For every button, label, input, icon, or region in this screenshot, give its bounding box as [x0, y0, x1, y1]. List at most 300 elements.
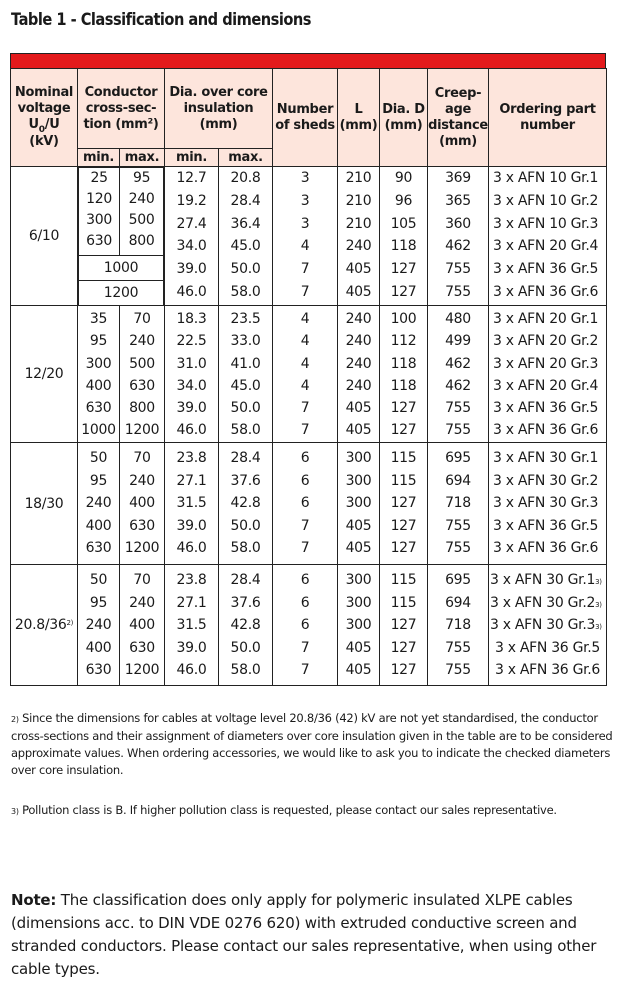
conductor-min-value: 300 [86, 212, 112, 228]
creepage-distance-value: 755 [445, 662, 471, 679]
dia-max-value: 50.0 [230, 400, 261, 417]
ordering-part-number-value: 3 x AFN 36 Gr.6 [493, 283, 599, 300]
ordering-part-number-value: 3 x AFN 20 Gr.3 [493, 355, 599, 372]
conductor-max-value: 1200 [124, 662, 160, 679]
header-creepage-distance [428, 69, 489, 167]
ordering-part-number-value [489, 592, 606, 615]
ordering-part-number-value: 3 x AFN 36 Gr.5 [493, 517, 599, 534]
cell-dia-d [380, 167, 428, 306]
header-dia-d [380, 69, 428, 167]
conductor-single-value: 1200 [79, 281, 164, 306]
footnote-marker: 2) [11, 715, 19, 724]
header-conductor [78, 69, 165, 149]
conductor-min-value: 50 [89, 450, 108, 466]
length-value: 300 [345, 594, 372, 611]
dia-max-value: 50.0 [230, 639, 261, 656]
length-value: 405 [345, 400, 372, 417]
conductor-min-value: 630 [85, 400, 112, 417]
dia-d-value: 105 [390, 215, 417, 232]
dia-d-value: 127 [390, 617, 417, 634]
cell-conductor-max [120, 565, 165, 686]
number-of-sheds-value: 7 [300, 400, 310, 417]
cell-length [338, 167, 380, 306]
cell-dia-min [165, 443, 219, 565]
dia-min-value: 27.4 [176, 215, 207, 232]
creepage-distance-value: 365 [445, 192, 471, 209]
number-of-sheds-value: 4 [300, 355, 310, 372]
ordering-part-number-value: 3 x AFN 10 Gr.3 [493, 215, 599, 232]
creepage-distance-value: 755 [445, 639, 471, 656]
number-of-sheds-value: 4 [300, 377, 310, 394]
creepage-distance-value: 755 [445, 422, 471, 439]
number-of-sheds-value: 7 [300, 662, 310, 679]
number-of-sheds-value: 6 [300, 495, 310, 512]
length-value: 405 [345, 540, 372, 557]
conductor-min-value: 50 [89, 572, 108, 588]
dia-min-value: 27.1 [176, 594, 207, 611]
part-number-text: 3 x AFN 30 Gr.3 [490, 617, 596, 634]
footnote-2 [11, 710, 615, 779]
dia-d-value: 127 [390, 639, 417, 656]
dia-max-value: 36.4 [230, 215, 261, 232]
dia-min-value: 31.0 [176, 355, 207, 372]
dia-d-value: 115 [390, 572, 417, 588]
header-text: Dia. over core [169, 84, 268, 100]
header-text: Nominal [14, 85, 74, 100]
ordering-part-number-value: 3 x AFN 36 Gr.5 [493, 400, 599, 417]
dia-max-value: 42.8 [230, 495, 261, 512]
ordering-part-number-value [489, 614, 606, 637]
length-value: 405 [345, 283, 372, 300]
ordering-part-number-value: 3 x AFN 20 Gr.4 [493, 238, 599, 255]
ordering-part-number-value: 3 x AFN 20 Gr.4 [493, 377, 599, 394]
dia-min-value: 22.5 [176, 333, 207, 350]
conductor-max-value: 800 [129, 400, 155, 417]
dia-d-value: 96 [394, 192, 413, 209]
number-of-sheds-value: 4 [300, 311, 310, 327]
conductor-max-value: 400 [129, 617, 155, 634]
cell-creepage-distance [428, 306, 489, 443]
dia-d-value: 118 [390, 238, 417, 255]
cell-number-of-sheds [273, 565, 338, 686]
voltage-value: 18/30 [24, 495, 64, 512]
dia-max-value: 45.0 [230, 238, 261, 255]
number-of-sheds-value: 4 [300, 238, 310, 255]
footnote-ref: 3) [595, 578, 602, 586]
header-dia-over-core [165, 69, 273, 149]
length-value: 405 [345, 261, 372, 278]
dia-min-value: 23.8 [176, 450, 207, 466]
dia-min-value: 46.0 [176, 422, 207, 439]
header-text: (kV) [29, 134, 59, 149]
conductor-max-value: 1200 [124, 540, 160, 557]
length-value: 240 [345, 311, 372, 327]
conductor-max-value: 500 [129, 355, 155, 372]
header-ordering-part-number [489, 69, 607, 167]
conductor-min-value: 630 [85, 540, 112, 557]
length-value: 240 [345, 355, 372, 372]
header-text: /U [44, 117, 60, 132]
header-text: number [520, 117, 575, 133]
header-text: tion (mm²) [83, 116, 159, 132]
conductor-subtable [78, 167, 164, 305]
cell-dia-max [219, 167, 273, 306]
length-value: 300 [345, 572, 372, 588]
header-text: distance [428, 117, 488, 133]
voltage-value: 20.8/36 [14, 617, 67, 633]
dia-min-value: 39.0 [176, 639, 207, 656]
dia-d-value: 127 [390, 517, 417, 534]
header-dia-min: min. [165, 149, 219, 167]
dia-max-value: 58.0 [230, 662, 261, 679]
dia-min-value: 46.0 [176, 662, 207, 679]
dia-max-value: 41.0 [230, 355, 261, 372]
cell-ordering-part-number [489, 167, 607, 306]
dia-min-value: 31.5 [176, 495, 207, 512]
conductor-max-value: 240 [128, 191, 155, 207]
cell-dia-max [219, 306, 273, 443]
cell-dia-d [380, 306, 428, 443]
dia-max-value: 50.0 [230, 517, 261, 534]
cell-conductor-min [78, 443, 120, 565]
number-of-sheds-value: 6 [300, 594, 310, 611]
footnote-3 [11, 802, 615, 820]
length-value: 240 [345, 238, 372, 255]
cell-nominal-voltage [11, 167, 78, 306]
number-of-sheds-value: 6 [300, 572, 310, 588]
header-dia-max: max. [219, 149, 273, 167]
ordering-part-number-value: 3 x AFN 20 Gr.2 [493, 333, 599, 350]
dia-min-value: 18.3 [176, 311, 207, 327]
ordering-part-number-value: 3 x AFN 36 Gr.5 [493, 261, 599, 278]
dia-max-value: 42.8 [230, 617, 261, 634]
header-text: (mm) [384, 117, 423, 133]
conductor-max-value: 630 [129, 377, 155, 394]
conductor-max-value: 70 [133, 572, 151, 588]
classification-table [10, 68, 607, 686]
dia-d-value: 115 [390, 472, 417, 489]
number-of-sheds-value: 7 [300, 261, 310, 278]
cell-dia-min [165, 565, 219, 686]
part-number-text: 3 x AFN 30 Gr.1 [490, 572, 596, 588]
dia-max-value: 33.0 [230, 333, 261, 350]
dia-max-value: 37.6 [230, 472, 261, 489]
header-text: Dia. D [382, 101, 425, 117]
conductor-min-value: 35 [89, 311, 108, 327]
cell-conductor-min [79, 168, 120, 256]
dia-min-value: 34.0 [176, 238, 207, 255]
subscript: 0 [38, 125, 45, 135]
header-text: U [28, 117, 39, 132]
ordering-part-number-value: 3 x AFN 30 Gr.2 [493, 472, 599, 489]
creepage-distance-value: 462 [445, 355, 471, 372]
header-text: insulation [183, 100, 254, 116]
creepage-distance-value: 360 [445, 215, 471, 232]
cell-dia-d [380, 443, 428, 565]
cell-length [338, 443, 380, 565]
dia-d-value: 118 [390, 377, 417, 394]
header-text: L [354, 101, 363, 117]
creepage-distance-value: 695 [445, 572, 471, 588]
conductor-min-value: 240 [85, 495, 112, 512]
footnote-ref: 3) [595, 623, 602, 632]
conductor-max-value: 240 [129, 472, 155, 489]
footnote-ref: 2) [66, 619, 74, 627]
cell-nominal-voltage [11, 443, 78, 565]
cell-number-of-sheds [273, 306, 338, 443]
ordering-part-number-value: 3 x AFN 36 Gr.6 [494, 662, 601, 679]
length-value: 210 [345, 170, 372, 186]
conductor-min-value: 95 [89, 333, 108, 350]
number-of-sheds-value: 6 [300, 617, 310, 634]
dia-max-value: 37.6 [230, 594, 261, 611]
creepage-distance-value: 755 [445, 400, 471, 417]
header-text: (mm) [439, 133, 477, 149]
header-text: Ordering part [499, 101, 596, 117]
cell-dia-d [380, 565, 428, 686]
cell-creepage-distance [428, 443, 489, 565]
conductor-max-value: 240 [129, 594, 155, 611]
cell-conductor-cross-section [78, 167, 165, 306]
creepage-distance-value: 695 [445, 450, 471, 466]
creepage-distance-value: 718 [445, 617, 471, 634]
creepage-distance-value: 755 [445, 261, 471, 278]
dia-d-value: 127 [390, 540, 417, 557]
cell-ordering-part-number [489, 306, 607, 443]
dia-d-value: 118 [390, 355, 417, 372]
dia-min-value: 46.0 [176, 540, 207, 557]
length-value: 405 [345, 662, 372, 679]
footnote-text: Pollution class is B. If higher pollution class is requested, please contact our sales representative. [22, 803, 557, 817]
conductor-min-value: 120 [86, 191, 112, 207]
voltage-value: 6/10 [28, 228, 60, 244]
conductor-min-value: 240 [85, 617, 112, 634]
conductor-single-value: 1000 [79, 256, 164, 281]
number-of-sheds-value: 3 [300, 215, 310, 232]
conductor-max-value: 630 [129, 517, 155, 534]
cell-dia-min [165, 167, 219, 306]
cell-dia-min [165, 306, 219, 443]
creepage-distance-value: 694 [445, 472, 471, 489]
conductor-min-value: 400 [85, 377, 112, 394]
creepage-distance-value: 718 [445, 495, 471, 512]
length-value: 300 [345, 450, 372, 466]
cell-conductor-max [120, 168, 164, 256]
conductor-min-value: 630 [86, 233, 112, 249]
length-value: 300 [345, 472, 372, 489]
ordering-part-number-value: 3 x AFN 10 Gr.1 [493, 170, 599, 186]
ordering-part-number-value: 3 x AFN 20 Gr.1 [493, 311, 599, 327]
number-of-sheds-value: 7 [300, 283, 310, 300]
dia-min-value: 31.5 [176, 617, 207, 634]
number-of-sheds-value: 7 [300, 639, 310, 656]
length-value: 210 [345, 192, 372, 209]
header-text: Creep- [434, 85, 482, 101]
voltage-group-row [11, 565, 607, 686]
conductor-min-value: 300 [85, 355, 112, 372]
number-of-sheds-value: 7 [300, 517, 310, 534]
voltage-group-row [11, 443, 607, 565]
conductor-min-value: 630 [85, 662, 112, 679]
dia-min-value: 39.0 [176, 400, 207, 417]
header-text: voltage [17, 101, 71, 116]
cell-creepage-distance [428, 167, 489, 306]
creepage-distance-value: 694 [445, 594, 471, 611]
dia-max-value: 28.4 [230, 192, 261, 209]
creepage-distance-value: 499 [445, 333, 471, 350]
voltage-group-row [11, 306, 607, 443]
header-text [11, 117, 77, 134]
creepage-distance-value: 369 [445, 170, 471, 186]
dia-d-value: 127 [390, 283, 417, 300]
dia-max-value: 58.0 [230, 422, 261, 439]
dia-min-value: 23.8 [176, 572, 207, 588]
number-of-sheds-value: 7 [300, 422, 310, 439]
header-text: cross-sec- [85, 100, 157, 116]
length-value: 210 [345, 215, 372, 232]
table-title: Table 1 - Classification and dimensions [11, 10, 311, 30]
conductor-min-value: 95 [89, 594, 108, 611]
conductor-max-value: 70 [133, 450, 151, 466]
conductor-single-row [79, 281, 164, 306]
note-paragraph [11, 889, 611, 981]
length-value: 300 [345, 617, 372, 634]
dia-d-value: 90 [394, 170, 413, 186]
conductor-min-value: 25 [90, 170, 108, 186]
voltage-value: 12/20 [24, 366, 64, 382]
number-of-sheds-value: 3 [300, 192, 310, 209]
ordering-part-number-value: 3 x AFN 36 Gr.6 [493, 540, 599, 557]
number-of-sheds-value: 6 [300, 472, 310, 489]
cell-dia-max [219, 565, 273, 686]
header-text: of sheds [275, 117, 335, 133]
dia-d-value: 127 [390, 662, 417, 679]
dia-max-value: 28.4 [230, 572, 261, 588]
cell-number-of-sheds [273, 443, 338, 565]
dia-d-value: 127 [390, 422, 417, 439]
length-value: 405 [345, 517, 372, 534]
length-value: 405 [345, 639, 372, 656]
conductor-max-value: 630 [129, 639, 155, 656]
number-of-sheds-value: 4 [300, 333, 310, 350]
conductor-single-row [79, 256, 164, 281]
voltage-group-row [11, 167, 607, 306]
note-label: Note: [11, 891, 57, 909]
cell-ordering-part-number [489, 443, 607, 565]
cell-dia-max [219, 443, 273, 565]
number-of-sheds-value: 6 [300, 450, 310, 466]
number-of-sheds-value: 7 [300, 540, 310, 557]
header-number-of-sheds [273, 69, 338, 167]
conductor-max-value: 240 [129, 333, 155, 350]
cell-length [338, 306, 380, 443]
conductor-max-value: 400 [129, 495, 155, 512]
conductor-min-value: 95 [89, 472, 108, 489]
conductor-max-value: 800 [128, 233, 155, 249]
ordering-part-number-value: 3 x AFN 36 Gr.5 [494, 639, 601, 656]
dia-d-value: 100 [390, 311, 417, 327]
creepage-distance-value: 755 [445, 540, 471, 557]
dia-min-value: 39.0 [176, 517, 207, 534]
dia-max-value: 45.0 [230, 377, 261, 394]
cell-nominal-voltage [11, 565, 78, 686]
note-text: The classification does only apply for polymeric insulated XLPE cables (dimensions acc. to DIN VDE 0276 620) with extruded conductive screen and stranded conductors. Please contact our sales representative, when using other cable types. [11, 891, 597, 978]
header-text: (mm) [199, 116, 238, 132]
dia-max-value: 58.0 [230, 283, 261, 300]
conductor-max-value: 1200 [124, 422, 160, 439]
dia-min-value: 19.2 [176, 192, 207, 209]
table-header-bar [10, 53, 606, 69]
header-conductor-min: min. [78, 149, 120, 167]
header-text: Conductor [84, 84, 158, 100]
dia-d-value: 127 [390, 495, 417, 512]
footnote-marker: 3) [11, 807, 19, 816]
dia-max-value: 28.4 [230, 450, 261, 466]
conductor-pair-row [79, 168, 164, 256]
ordering-part-number-value: 3 x AFN 36 Gr.6 [493, 422, 599, 439]
dia-min-value: 39.0 [176, 261, 207, 278]
header-text: age [445, 101, 471, 117]
conductor-max-value: 95 [132, 170, 151, 186]
footnote-text: Since the dimensions for cables at voltage level 20.8/36 (42) kV are not yet standardised, the conductor cross-sections and their assignment of diameters over core insulation given in the table are to be considered approximate values. When ordering accessories, we would like to ask you to indicate the checked diameters over core insulation. [11, 711, 613, 777]
length-value: 405 [345, 422, 372, 439]
ordering-part-number-value: 3 x AFN 30 Gr.3 [493, 495, 599, 512]
dia-max-value: 23.5 [230, 311, 261, 327]
creepage-distance-value: 462 [445, 238, 471, 255]
conductor-min-value: 1000 [81, 422, 116, 439]
cell-conductor-max [120, 443, 165, 565]
length-value: 240 [345, 377, 372, 394]
cell-number-of-sheds [273, 167, 338, 306]
header-text: Number [276, 101, 334, 117]
cell-nominal-voltage [11, 306, 78, 443]
header-nominal-voltage [11, 69, 78, 167]
dia-min-value: 12.7 [176, 170, 207, 186]
ordering-part-number-value: 3 x AFN 10 Gr.2 [493, 192, 599, 209]
creepage-distance-value: 480 [445, 311, 471, 327]
creepage-distance-value: 462 [445, 377, 471, 394]
header-length [338, 69, 380, 167]
creepage-distance-value: 755 [445, 517, 471, 534]
number-of-sheds-value: 3 [300, 170, 310, 186]
conductor-min-value: 400 [85, 639, 112, 656]
dia-d-value: 127 [390, 261, 417, 278]
conductor-min-value: 400 [85, 517, 112, 534]
footnote-ref: 3) [595, 600, 602, 609]
dia-max-value: 58.0 [230, 540, 261, 557]
dia-min-value: 34.0 [176, 377, 207, 394]
length-value: 300 [345, 495, 372, 512]
header-conductor-max: max. [120, 149, 165, 167]
dia-d-value: 112 [390, 333, 417, 350]
header-text: (mm) [339, 117, 378, 133]
conductor-max-value: 500 [128, 212, 155, 228]
dia-max-value: 50.0 [230, 261, 261, 278]
creepage-distance-value: 755 [445, 283, 471, 300]
ordering-part-number-value: 3 x AFN 30 Gr.1 [493, 450, 599, 466]
cell-conductor-min [78, 306, 120, 443]
dia-d-value: 115 [390, 450, 417, 466]
dia-min-value: 46.0 [176, 283, 207, 300]
cell-ordering-part-number [489, 565, 607, 686]
cell-conductor-max [120, 306, 165, 443]
dia-d-value: 127 [390, 400, 417, 417]
cell-creepage-distance [428, 565, 489, 686]
cell-conductor-min [78, 565, 120, 686]
part-number-text: 3 x AFN 30 Gr.2 [490, 594, 596, 611]
conductor-max-value: 70 [133, 311, 151, 327]
cell-length [338, 565, 380, 686]
